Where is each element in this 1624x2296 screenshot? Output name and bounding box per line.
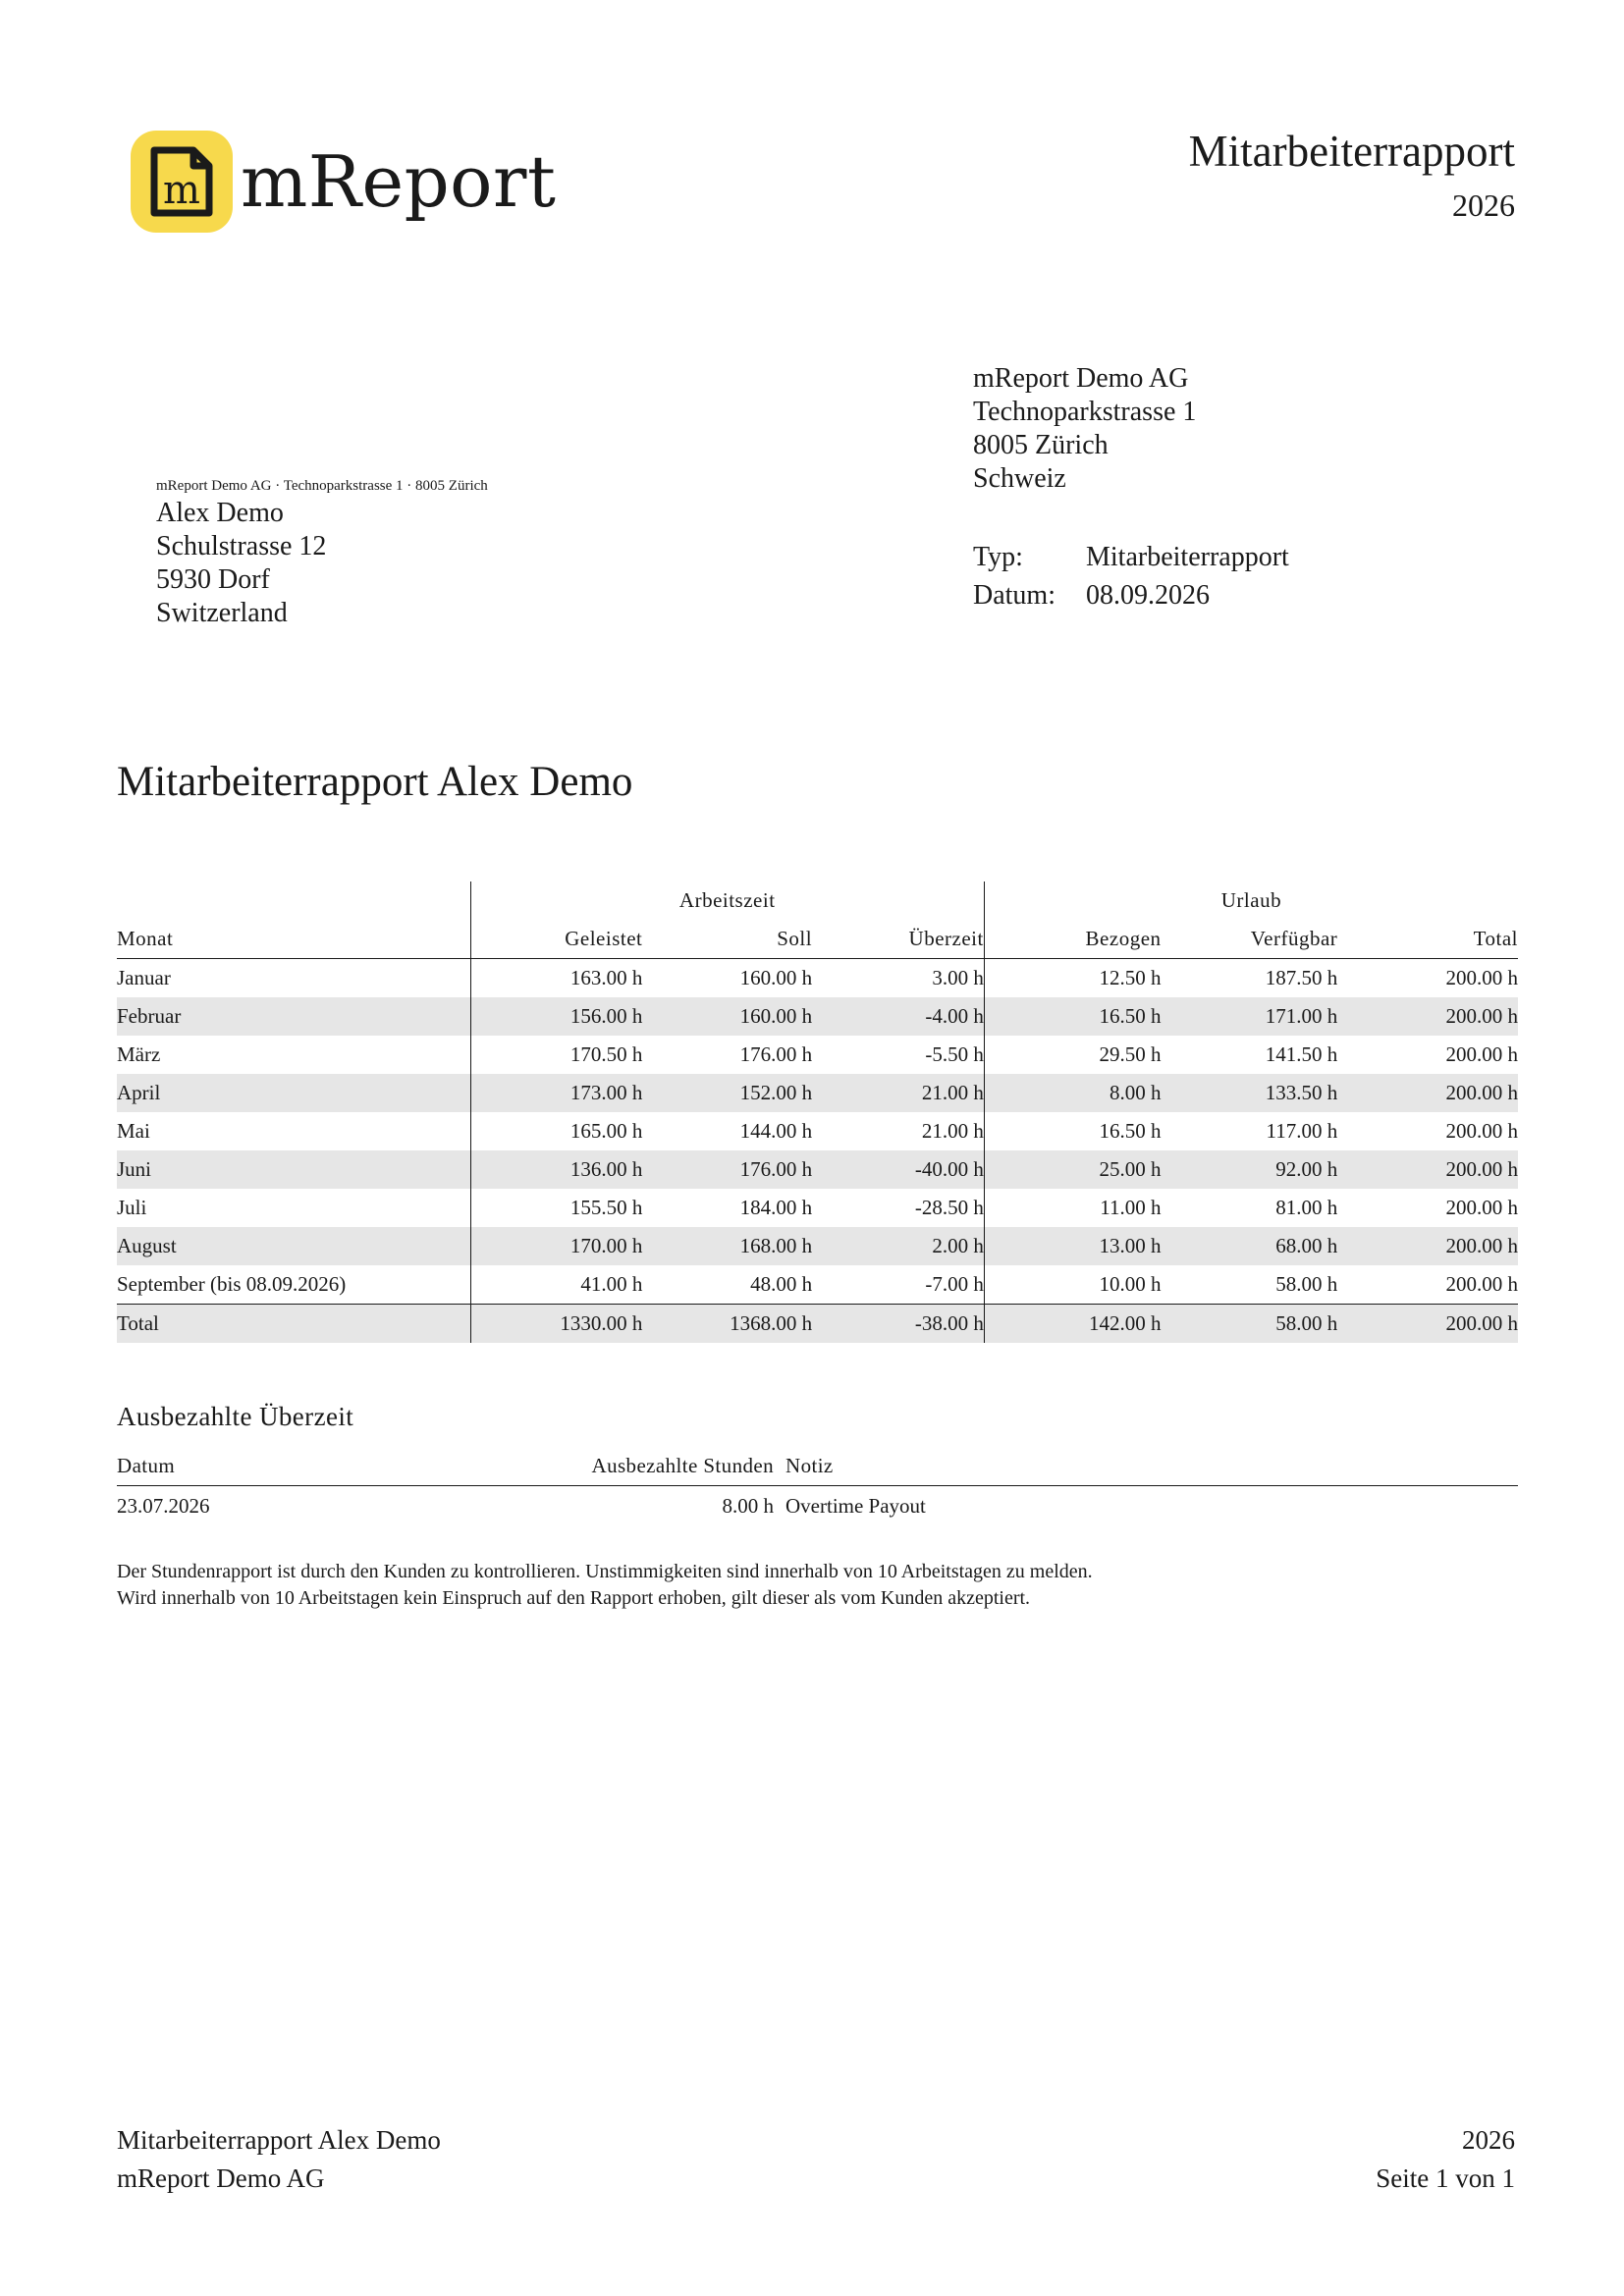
logo-text: mReport (241, 140, 557, 223)
cell-total: 200.00 h (1337, 1305, 1518, 1344)
payout-col-notiz: Notiz (774, 1446, 1518, 1486)
cell-geleistet: 170.00 h (470, 1227, 642, 1265)
cell-ueberzeit: 3.00 h (812, 959, 984, 998)
cell-soll: 184.00 h (739, 1196, 813, 1219)
mreport-logo-icon (131, 131, 233, 233)
cell-soll: 160.00 h (739, 966, 813, 989)
logo (131, 131, 556, 233)
table-row (117, 1189, 1518, 1227)
cell-total: 200.00 h (1445, 1119, 1518, 1143)
cell-total: 200.00 h (1445, 1042, 1518, 1066)
payout-col-datum: Datum (117, 1446, 411, 1486)
cell-monat: Juli (117, 1189, 470, 1227)
cell-total: 200.00 h (1337, 997, 1518, 1036)
cell-soll: 160.00 h (642, 997, 812, 1036)
cell-verfuegbar: 58.00 h (1275, 1272, 1338, 1296)
sender-return-address: mReport Demo AG · Technoparkstrasse 1 · 8005 Zürich (156, 478, 488, 494)
cell-total: 200.00 h (1337, 1074, 1518, 1112)
recipient-city: 5930 Dorf (156, 564, 270, 595)
cell-verfuegbar: 81.00 h (1275, 1196, 1338, 1219)
recipient-street: Schulstrasse 12 (156, 531, 327, 561)
cell-ueberzeit: -5.50 h (812, 1036, 984, 1074)
payout-table-body (117, 1486, 1518, 1526)
cell-bezogen: 13.00 h (984, 1227, 1161, 1265)
disclaimer (117, 1559, 1093, 1612)
cell-bezogen: 16.50 h (1099, 1119, 1162, 1143)
cell-total: 200.00 h (1445, 1272, 1518, 1296)
cell-verfuegbar: 171.00 h (1162, 997, 1338, 1036)
cell-ueberzeit: 2.00 h (812, 1227, 984, 1265)
cell-total: 200.00 h (1445, 966, 1518, 989)
cell-bezogen: 16.50 h (984, 997, 1161, 1036)
company-street: Technoparkstrasse 1 (973, 397, 1197, 427)
cell-verfuegbar: 92.00 h (1162, 1150, 1338, 1189)
payout-header-row (117, 1446, 1518, 1486)
footer-left (117, 2121, 441, 2198)
cell-ueberzeit: -28.50 h (812, 1189, 984, 1227)
payout-col-stunden: Ausbezahlte Stunden (411, 1446, 774, 1486)
cell-total: 200.00 h (1337, 1227, 1518, 1265)
cell-ueberzeit: -4.00 h (812, 997, 984, 1036)
cell-monat: Total (117, 1305, 470, 1344)
col-header-bezogen: Bezogen (984, 920, 1161, 959)
meta-type-row (973, 538, 1289, 576)
logo-letter: m (163, 168, 200, 213)
cell-bezogen: 8.00 h (984, 1074, 1161, 1112)
table-row (117, 959, 1518, 998)
payout-cell-datum: 23.07.2026 (117, 1494, 210, 1518)
table-row (117, 1036, 1518, 1074)
cell-ueberzeit: -40.00 h (812, 1150, 984, 1189)
col-header-verfuegbar: Verfügbar (1162, 920, 1338, 959)
cell-verfuegbar: 187.50 h (1265, 966, 1338, 989)
cell-bezogen: 142.00 h (984, 1305, 1161, 1344)
document-meta (973, 538, 1289, 614)
cell-monat: April (117, 1074, 470, 1112)
date-label: Datum: (973, 580, 1056, 611)
cell-geleistet: 41.00 h (580, 1272, 643, 1296)
report-table-body (117, 959, 1518, 1344)
cell-geleistet: 1330.00 h (470, 1305, 642, 1344)
total-row (117, 1305, 1518, 1344)
recipient-address (156, 497, 326, 630)
cell-soll: 48.00 h (750, 1272, 813, 1296)
payout-table (117, 1446, 1518, 1525)
col-header-ueberzeit: Überzeit (812, 920, 984, 959)
cell-geleistet: 136.00 h (470, 1150, 642, 1189)
cell-ueberzeit: 21.00 h (812, 1112, 984, 1150)
recipient-name: Alex Demo (156, 498, 284, 528)
cell-total: 200.00 h (1337, 1150, 1518, 1189)
document-title: Mitarbeiterrapport (1188, 127, 1515, 176)
type-label: Typ: (973, 542, 1023, 572)
table-row (117, 1150, 1518, 1189)
col-header-soll: Soll (642, 920, 812, 959)
cell-geleistet: 163.00 h (569, 966, 643, 989)
table-row (117, 1074, 1518, 1112)
table-row (117, 1112, 1518, 1150)
company-address (973, 362, 1196, 496)
cell-verfuegbar: 133.50 h (1162, 1074, 1338, 1112)
company-city: 8005 Zürich (973, 430, 1109, 460)
footer-right (1376, 2121, 1515, 2198)
disclaimer-line-1: Der Stundenrapport ist durch den Kunden zu kontrollieren. Unstimmigkeiten sind innerhalb von 10 Arbeitstagen zu melden. (117, 1561, 1093, 1582)
group-header-arbeitszeit: Arbeitszeit (470, 881, 984, 920)
cell-monat: Juni (117, 1150, 470, 1189)
cell-verfuegbar: 141.50 h (1265, 1042, 1338, 1066)
cell-bezogen: 11.00 h (1100, 1196, 1162, 1219)
payout-row (117, 1486, 1518, 1526)
cell-ueberzeit: -7.00 h (812, 1265, 984, 1305)
cell-geleistet: 173.00 h (470, 1074, 642, 1112)
cell-monat: Februar (117, 997, 470, 1036)
company-country: Schweiz (973, 463, 1066, 494)
cell-bezogen: 10.00 h (1099, 1272, 1162, 1296)
cell-monat: Mai (117, 1112, 470, 1150)
col-header-geleistet: Geleistet (470, 920, 642, 959)
cell-geleistet: 165.00 h (569, 1119, 643, 1143)
cell-geleistet: 170.50 h (569, 1042, 643, 1066)
footer-report-name: Mitarbeiterrapport Alex Demo (117, 2125, 441, 2155)
cell-verfuegbar: 58.00 h (1162, 1305, 1338, 1344)
cell-monat: März (117, 1036, 470, 1074)
cell-soll: 152.00 h (642, 1074, 812, 1112)
cell-monat: September (bis 08.09.2026) (117, 1265, 470, 1305)
meta-date-row (973, 576, 1289, 614)
cell-soll: 1368.00 h (642, 1305, 812, 1344)
cell-soll: 176.00 h (739, 1042, 813, 1066)
payout-cell-notiz: Overtime Payout (785, 1494, 926, 1518)
footer-year: 2026 (1462, 2125, 1515, 2155)
column-header-row (117, 920, 1518, 959)
cell-bezogen: 12.50 h (1099, 966, 1162, 989)
group-header-urlaub: Urlaub (1220, 888, 1282, 912)
cell-ueberzeit: -38.00 h (812, 1305, 984, 1344)
recipient-country: Switzerland (156, 598, 288, 628)
payout-cell-stunden: 8.00 h (722, 1494, 774, 1518)
monthly-report-table (117, 881, 1518, 1343)
group-header-row (117, 881, 1518, 920)
cell-verfuegbar: 68.00 h (1162, 1227, 1338, 1265)
table-row (117, 997, 1518, 1036)
disclaimer-line-2: Wird innerhalb von 10 Arbeitstagen kein Einspruch auf den Rapport erhoben, gilt dieser als vom Kunden akzeptiert. (117, 1587, 1031, 1609)
cell-monat: Januar (117, 959, 470, 998)
col-header-monat: Monat (117, 920, 470, 959)
cell-monat: August (117, 1227, 470, 1265)
cell-total: 200.00 h (1445, 1196, 1518, 1219)
cell-geleistet: 155.50 h (569, 1196, 643, 1219)
footer-company: mReport Demo AG (117, 2163, 325, 2193)
col-header-total: Total (1337, 920, 1518, 959)
company-name: mReport Demo AG (973, 363, 1189, 394)
cell-soll: 176.00 h (642, 1150, 812, 1189)
document-year: 2026 (1452, 187, 1515, 223)
date-value: 08.09.2026 (1086, 580, 1210, 611)
type-value: Mitarbeiterrapport (1086, 542, 1289, 572)
table-row (117, 1265, 1518, 1305)
cell-soll: 144.00 h (739, 1119, 813, 1143)
cell-ueberzeit: 21.00 h (812, 1074, 984, 1112)
cell-soll: 168.00 h (642, 1227, 812, 1265)
cell-geleistet: 156.00 h (470, 997, 642, 1036)
payout-heading: Ausbezahlte Überzeit (117, 1402, 354, 1431)
table-row (117, 1227, 1518, 1265)
group-header-empty (117, 881, 470, 920)
cell-bezogen: 25.00 h (984, 1150, 1161, 1189)
footer-page-number: Seite 1 von 1 (1376, 2163, 1515, 2193)
cell-verfuegbar: 117.00 h (1266, 1119, 1338, 1143)
cell-bezogen: 29.50 h (1099, 1042, 1162, 1066)
report-heading: Mitarbeiterrapport Alex Demo (117, 759, 633, 805)
